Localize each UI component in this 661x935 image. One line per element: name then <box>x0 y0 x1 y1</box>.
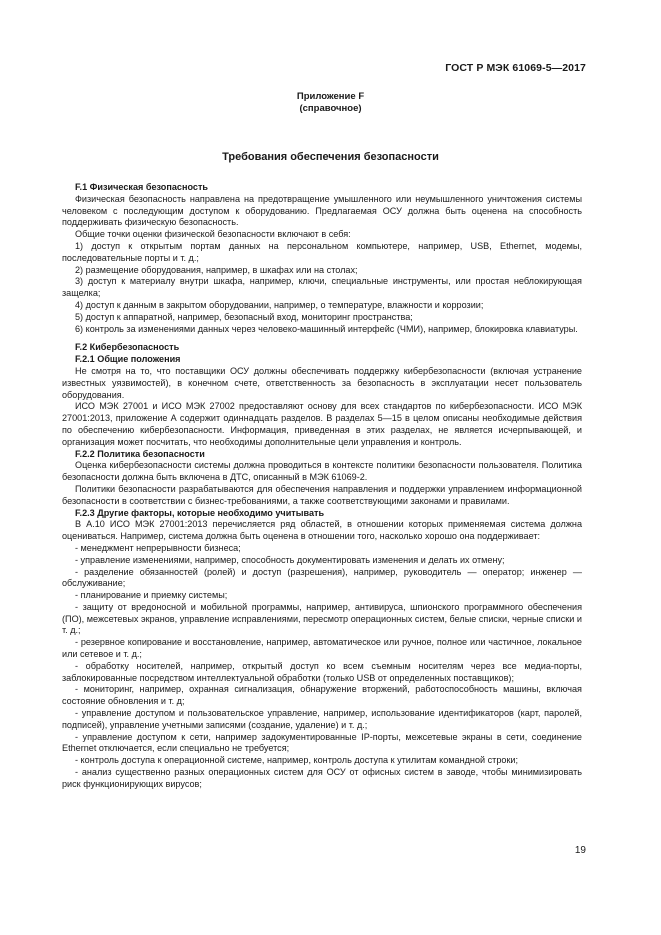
body-paragraph: 2) размещение оборудования, например, в шкафах или на столах; <box>75 264 358 275</box>
body-paragraph: - обработку носителей, например, открытый доступ ко всем съемным носителям через все медиа-порты, заблокированные посредством интеллектуальной обработки (только USB от определенных поставщиков); <box>62 660 582 683</box>
subsection-heading: F.2.3 Другие факторы, которые необходимо учитывать <box>75 507 325 518</box>
document-code: ГОСТ Р МЭК 61069-5—2017 <box>445 62 586 74</box>
body-paragraph: - разделение обязанностей (ролей) и доступ (разрешения), например, руководитель — оператор; инженер — обслуживание; <box>62 566 582 589</box>
body-paragraph: ИСО МЭК 27001 и ИСО МЭК 27002 предоставляют основу для всех стандартов по кибербезопасности. ИСО МЭК 27001:2013, приложение А содержит одиннадцать разделов. В разделах 5—15 в целом описаны необходимые действия по обеспечению кибербезопасности. Информация, приведенная в этих разделах, не является исчерпывающей, и организация может посчитать, что необходимы дополнительные цели управления и контроль. <box>62 401 582 447</box>
body-paragraph: Общие точки оценки физической безопасности включают в себя: <box>75 229 351 240</box>
body-paragraph: - менеджмент непрерывности бизнеса; <box>75 542 241 553</box>
section-title: Требования обеспечения безопасности <box>222 151 439 163</box>
subsection-heading: F.1 Физическая безопасность <box>75 182 208 192</box>
page-number: 19 <box>574 845 586 856</box>
body-paragraph: - анализ существенно разных операционных систем для ОСУ от офисных систем в заводе, чтобы минимизировать риск функционирующих вирусов; <box>62 767 582 789</box>
annex-heading <box>0 91 661 115</box>
body-paragraph: Физическая безопасность направлена на предотвращение умышленного или неумышленного уничтожения системы человеком с последующим доступом к оборудованию. Предлагаемая ОСУ должна быть оценена на способность поддерживать физическую безопасность. <box>62 193 582 228</box>
subsection-heading: F.2 Кибербезопасность <box>75 342 180 353</box>
annex-kind: (справочное) <box>299 103 362 114</box>
body-paragraph: - защиту от вредоносной и мобильной программы, например, антивируса, шпионского программного обеспечения (ПО), межсетевых экранов, управление исправлениями, пересмотр операционных систем, белые списки, черные списки и т. д.; <box>62 601 582 636</box>
body-paragraph: - резервное копирование и восстановление, например, автоматическое или ручное, полное или частичное, локальное или сетевое и т. д.; <box>62 637 582 660</box>
body-paragraph: В А.10 ИСО МЭК 27001:2013 перечисляется ряд областей, в отношении которых применяемая система должна оцениваться. Например, система должна быть оценена в отношении того, насколько хорошо она поддерживает: <box>62 519 582 542</box>
body-paragraph: - управление изменениями, например, способность документировать изменения и делать их отмену; <box>75 554 505 565</box>
body-paragraph: 5) доступ к аппаратной, например, безопасный вход, мониторинг пространства; <box>75 311 413 322</box>
body-paragraph: - планирование и приемку системы; <box>75 590 228 601</box>
body-paragraph: Политики безопасности разрабатываются для обеспечения направления и поддержки управлением информационной безопасности в соответствии с бизнес-требованиями, а также соответствующими законами и правилами. <box>62 483 582 506</box>
body-paragraph: - контроль доступа к операционной системе, например, контроль доступа к утилитам командной строки; <box>75 755 519 766</box>
body-paragraph: Оценка кибербезопасности системы должна проводиться в контексте политики безопасности пользователя. Политика безопасности должна быть включена в ДТС, описанный в МЭК 61069-2. <box>62 460 582 483</box>
subsection-heading: F.2.1 Общие положения <box>75 354 181 365</box>
body-paragraph: - управление доступом и пользовательское управление, например, использование идентификаторов (карт, паролей, подписей), управление учетными записями (создание, удаление) и т. д.; <box>62 708 582 730</box>
body-paragraph: 1) доступ к открытым портам данных на персональном компьютере, например, USB, Ethernet, модемы, последовательные порты и т. д.; <box>62 240 582 263</box>
body-paragraph: 3) доступ к материалу внутри шкафа, например, ключи, специальные инструменты, или простая неблокирующая защелка; <box>62 276 582 299</box>
subsection-heading: F.2.2 Политика безопасности <box>75 448 205 459</box>
body-paragraph: Не смотря на то, что поставщики ОСУ должны обеспечивать поддержку кибербезопасности (включая устранение известных уязвимостей), в конечном счете, ответственность за безопасность в эксплуатации несет пользователь оборудования. <box>62 365 582 400</box>
body-paragraph: - мониторинг, например, охранная сигнализация, обнаружение вторжений, работоспособность машины, включая состояние обновления и т. д; <box>62 684 582 707</box>
annex-name: Приложение F <box>296 91 365 102</box>
body-paragraph: - управление доступом к сети, например задокументированные IP-порты, межсетевые экраны в сети, соединение Ethernet отключается, если специально не требуется; <box>62 731 582 754</box>
body-paragraph: 6) контроль за изменениями данных через человеко-машинный интерфейс (ЧМИ), например, блокировка клавиатуры. <box>75 323 578 334</box>
document-body <box>62 182 582 791</box>
body-paragraph: 4) доступ к данным в закрытом оборудовании, например, о температуре, влажности и коррозии; <box>75 299 484 310</box>
